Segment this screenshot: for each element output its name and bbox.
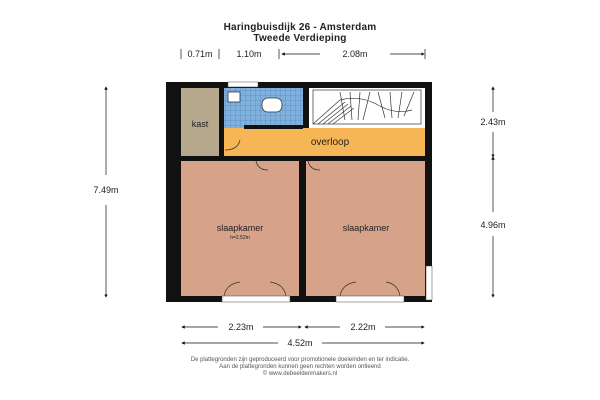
dim-top-3: 2.08m — [342, 49, 368, 59]
dim-bottom-total: 4.52m — [287, 338, 313, 348]
wall-rooms-top — [172, 156, 425, 161]
dim-bottom-1: 2.23m — [228, 322, 254, 332]
disclaimer-line-2: Aan de plattegronden kunnen geen rechten worden ontleend — [219, 364, 381, 370]
disclaimer-line-1: De plattegronden zijn geproduceerd voor promotionele doeleinden en ter indicatie. — [190, 357, 410, 363]
top-dimension-lines — [181, 49, 425, 59]
copyright-link[interactable]: © www.debeeldenmakers.nl — [262, 371, 338, 377]
wall-rooms-divider — [299, 156, 306, 296]
window-top — [228, 82, 258, 87]
wall-bath-overloop — [244, 125, 303, 129]
sink — [228, 92, 240, 102]
dim-right-top: 2.43m — [480, 117, 506, 127]
kast-label: kast — [191, 119, 209, 129]
slaapkamer-right-label: slaapkamer — [342, 223, 390, 233]
window-bottom-right — [336, 296, 404, 302]
plan-title: Haringbuisdijk 26 - Amsterdam — [223, 22, 377, 33]
toilet — [262, 98, 282, 112]
wall-kast-bath — [219, 88, 224, 156]
slaapkamer-left-height: h=2.52m — [230, 235, 250, 241]
dim-bottom-2: 2.22m — [350, 322, 376, 332]
window-bottom-left — [222, 296, 290, 302]
dim-top-1: 0.71m — [187, 49, 213, 59]
plan-subtitle: Tweede Verdieping — [253, 33, 347, 44]
overloop-entry — [224, 128, 244, 156]
dim-left-total: 7.49m — [93, 185, 119, 195]
window-right — [426, 266, 432, 300]
dim-right-bottom: 4.96m — [480, 220, 506, 230]
slaapkamer-left-label: slaapkamer — [216, 223, 264, 233]
wall-bath-stair — [303, 88, 309, 128]
dim-top-2: 1.10m — [236, 49, 262, 59]
overloop-label: overloop — [310, 137, 350, 148]
